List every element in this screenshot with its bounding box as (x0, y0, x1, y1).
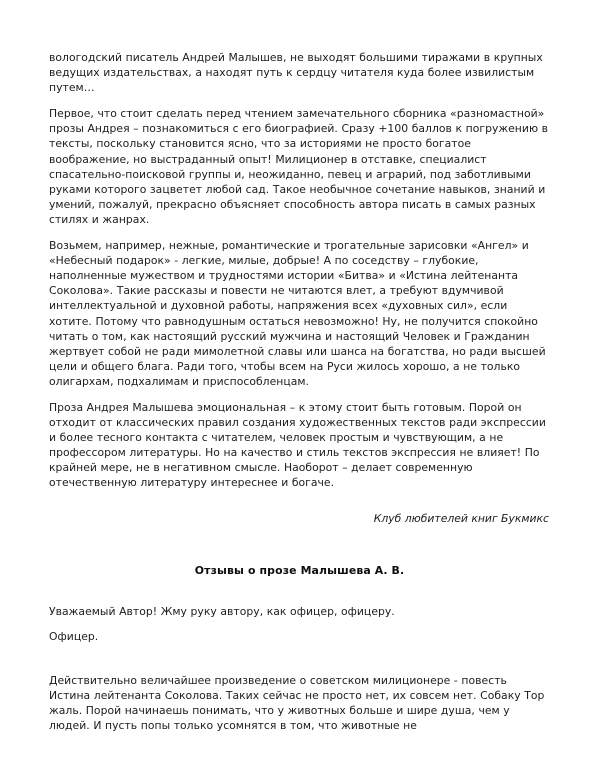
paragraph-intro-3: Возьмем, например, нежные, романтические и трогательные зарисовки «Ангел» и «Небесный подарок» - легкие, милые, добрые! А по соседству – глубокие, наполненные мужеством и трудностями истории «Битва» и «Истина лейтенанта Соколова». Такие рассказы и повести не читаются влет, а требуют вдумчивой интеллектуальной и духовной работы, напряжения всех «духовных сил», если хотите. Потому что равнодушным остаться невозможно! Ну, не получится спокойно читать о том, как настоящий русский мужчина и настоящий Человек и Гражданин жертвует собой не ради мимолетной славы или шанса на богатства, но ради высшей цели и общего блага. Ради того, чтобы всем на Руси жилось хорошо, а не только олигархам, подхалимам и приспособленцам. (49, 239, 546, 388)
document-body (49, 50, 550, 733)
reviews-list (49, 604, 550, 644)
review-item-2: Офицер. (49, 629, 99, 643)
review-continued-block (49, 673, 550, 733)
paragraph-intro-4: Проза Андрея Малышева эмоциональная – к этому стоит быть готовым. Порой он отходит от классических правил создания художественных текстов ради экспрессии и более тесного контакта с читателем, человек простым и чувствующим, а не профессором литературы. Но на качество и стиль текстов экспрессия не влияет! По крайней мере, не в негативном смысле. Наоборот – делает современную отечественную литературу интереснее и богаче. (49, 400, 546, 490)
review-item-3: Действительно величайшее произведение о советском милиционере - повесть Истина лейтенанта Соколова. Таких сейчас не просто нет, их совсем нет. Собаку Тор жаль. Порой начинаешь понимать, что у животных больше и шире душа, чем у людей. И пусть попы только усомнятся в том, что животные не (49, 673, 545, 733)
review-item-1: Уважаемый Автор! Жму руку автору, как офицер, офицеру. (49, 604, 395, 618)
paragraph-intro-1: вологодский писатель Андрей Малышев, не выходят большими тиражами в крупных ведущих издательствах, а находят путь к сердцу читателя куда более извилистым путем… (49, 51, 543, 95)
section-heading-reviews: Отзывы о прозе Малышева А. В. (194, 563, 405, 577)
paragraph-intro-2: Первое, что стоит сделать перед чтением замечательного сборника «разномастной» прозы Андрея – познакомиться с его биографией. Сразу +100 баллов к погружению в тексты, поскольку становится ясно, что за историями не просто богатое воображение, но выстраданный опыт! Милиционер в отставке, специалист спасательно-поисковой группы и, неожиданно, певец и аграрий, под заботливыми руками которого зацветет любой сад. Такое необычное сочетание навыков, знаний и умений, пожалуй, прекрасно объясняет способность автора писать в самых разных стилях и жанрах. (49, 107, 549, 226)
document-signature: Клуб любителей книг Букмикс (373, 511, 549, 525)
